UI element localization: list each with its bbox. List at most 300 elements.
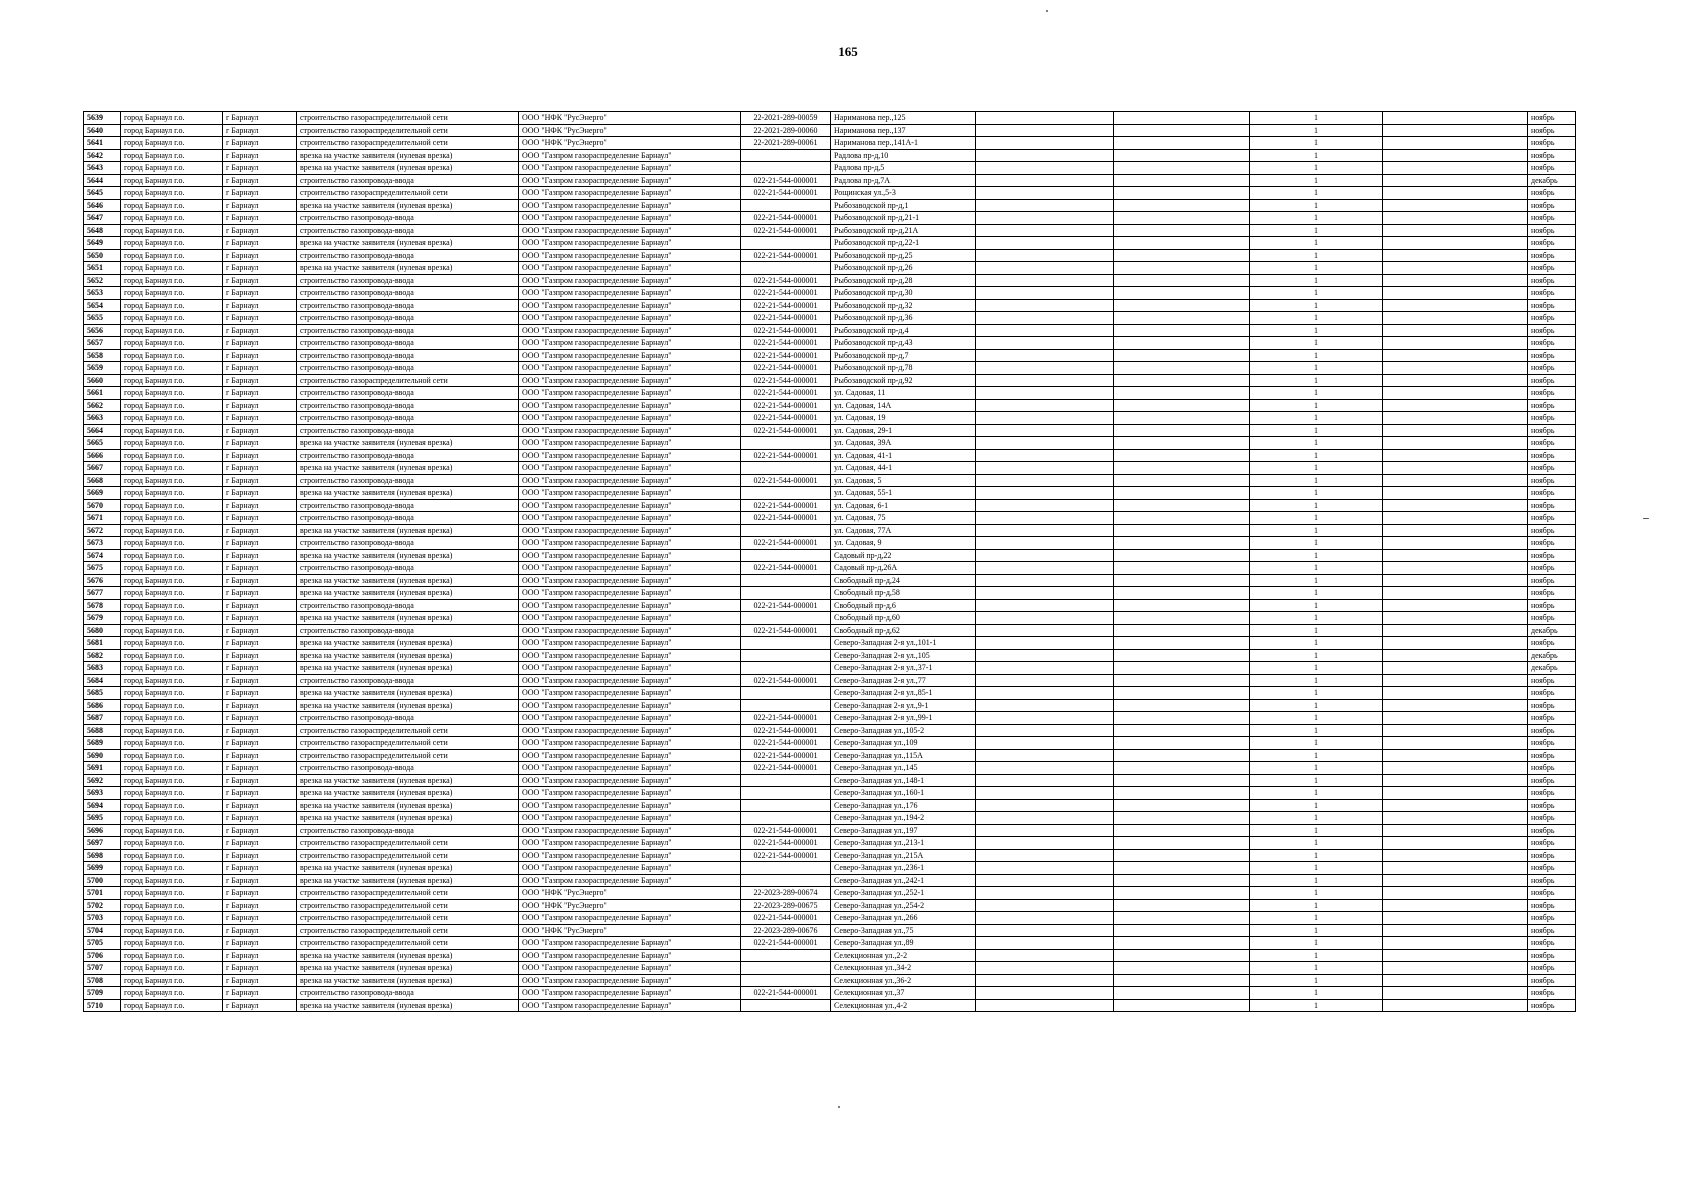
work-type-cell: строительство газораспределительной сети [297, 374, 519, 387]
empty-col-a-cell [976, 549, 1114, 562]
row-number-cell: 5705 [84, 937, 121, 950]
row-number-cell: 5704 [84, 924, 121, 937]
table-row [84, 737, 1576, 750]
organization-cell: ООО "Газпром газораспределение Барнаул" [519, 162, 741, 175]
row-number-cell: 5691 [84, 762, 121, 775]
empty-col-a-cell [976, 924, 1114, 937]
municipality-cell: город Барнаул г.о. [121, 549, 223, 562]
table-row [84, 312, 1576, 325]
municipality-cell: город Барнаул г.о. [121, 449, 223, 462]
document-number-cell [741, 637, 831, 650]
work-type-cell: строительство газораспределительной сети [297, 899, 519, 912]
organization-cell: ООО "Газпром газораспределение Барнаул" [519, 749, 741, 762]
empty-col-c-cell [1383, 524, 1528, 537]
empty-col-c-cell [1383, 162, 1528, 175]
work-type-cell: строительство газораспределительной сети [297, 887, 519, 900]
document-number-cell: 022-21-544-000001 [741, 399, 831, 412]
municipality-cell: город Барнаул г.о. [121, 899, 223, 912]
empty-col-c-cell [1383, 949, 1528, 962]
table-row [84, 812, 1576, 825]
month-cell: ноябрь [1528, 124, 1576, 137]
document-number-cell [741, 962, 831, 975]
organization-cell: ООО "Газпром газораспределение Барнаул" [519, 662, 741, 675]
quantity-cell: 1 [1250, 899, 1383, 912]
empty-col-b-cell [1114, 187, 1250, 200]
row-number-cell: 5647 [84, 212, 121, 225]
locality-cell: г Барнаул [223, 162, 297, 175]
row-number-cell: 5656 [84, 324, 121, 337]
address-cell: Свободный пр-д,6 [831, 599, 976, 612]
locality-cell: г Барнаул [223, 874, 297, 887]
organization-cell: ООО "Газпром газораспределение Барнаул" [519, 574, 741, 587]
empty-col-b-cell [1114, 587, 1250, 600]
row-number-cell: 5662 [84, 399, 121, 412]
table-row [84, 724, 1576, 737]
row-number-cell: 5654 [84, 299, 121, 312]
row-number-cell: 5676 [84, 574, 121, 587]
month-cell: ноябрь [1528, 512, 1576, 525]
address-cell: Рыбозаводской пр-д,21А [831, 224, 976, 237]
empty-col-b-cell [1114, 849, 1250, 862]
work-type-cell: строительство газопровода-ввода [297, 674, 519, 687]
document-number-cell: 022-21-544-000001 [741, 724, 831, 737]
address-cell: Северо-Западная ул.,145 [831, 762, 976, 775]
document-number-cell: 22-2021-289-00060 [741, 124, 831, 137]
document-number-cell [741, 549, 831, 562]
quantity-cell: 1 [1250, 637, 1383, 650]
row-number-cell: 5684 [84, 674, 121, 687]
quantity-cell: 1 [1250, 424, 1383, 437]
organization-cell: ООО "Газпром газораспределение Барнаул" [519, 962, 741, 975]
document-number-cell: 022-21-544-000001 [741, 449, 831, 462]
empty-col-a-cell [976, 287, 1114, 300]
locality-cell: г Барнаул [223, 662, 297, 675]
work-type-cell: врезка на участке заявителя (нулевая врезка) [297, 787, 519, 800]
municipality-cell: город Барнаул г.о. [121, 124, 223, 137]
quantity-cell: 1 [1250, 499, 1383, 512]
municipality-cell: город Барнаул г.о. [121, 699, 223, 712]
work-type-cell: врезка на участке заявителя (нулевая врезка) [297, 649, 519, 662]
table-row [84, 937, 1576, 950]
municipality-cell: город Барнаул г.о. [121, 974, 223, 987]
work-type-cell: строительство газораспределительной сети [297, 737, 519, 750]
organization-cell: ООО "Газпром газораспределение Барнаул" [519, 974, 741, 987]
empty-col-a-cell [976, 474, 1114, 487]
empty-col-a-cell [976, 237, 1114, 250]
organization-cell: ООО "Газпром газораспределение Барнаул" [519, 549, 741, 562]
table-row [84, 762, 1576, 775]
municipality-cell: город Барнаул г.о. [121, 324, 223, 337]
empty-col-a-cell [976, 624, 1114, 637]
table-row [84, 349, 1576, 362]
table-row [84, 162, 1576, 175]
empty-col-a-cell [976, 524, 1114, 537]
locality-cell: г Барнаул [223, 374, 297, 387]
empty-col-c-cell [1383, 749, 1528, 762]
locality-cell: г Барнаул [223, 124, 297, 137]
table-row [84, 474, 1576, 487]
work-type-cell: строительство газораспределительной сети [297, 937, 519, 950]
locality-cell: г Барнаул [223, 574, 297, 587]
work-type-cell: строительство газораспределительной сети [297, 849, 519, 862]
empty-col-b-cell [1114, 237, 1250, 250]
quantity-cell: 1 [1250, 374, 1383, 387]
work-type-cell: врезка на участке заявителя (нулевая врезка) [297, 974, 519, 987]
organization-cell: ООО "Газпром газораспределение Барнаул" [519, 212, 741, 225]
empty-col-c-cell [1383, 837, 1528, 850]
locality-cell: г Барнаул [223, 399, 297, 412]
table-row [84, 587, 1576, 600]
table-row [84, 262, 1576, 275]
document-number-cell [741, 699, 831, 712]
empty-col-b-cell [1114, 699, 1250, 712]
address-cell: Северо-Западная ул.,215А [831, 849, 976, 862]
organization-cell: ООО "Газпром газораспределение Барнаул" [519, 787, 741, 800]
organization-cell: ООО "Газпром газораспределение Барнаул" [519, 424, 741, 437]
month-cell: ноябрь [1528, 299, 1576, 312]
empty-col-a-cell [976, 612, 1114, 625]
row-number-cell: 5698 [84, 849, 121, 862]
municipality-cell: город Барнаул г.о. [121, 112, 223, 125]
empty-col-b-cell [1114, 724, 1250, 737]
row-number-cell: 5674 [84, 549, 121, 562]
address-cell: Рыбозаводской пр-д,22-1 [831, 237, 976, 250]
organization-cell: ООО "Газпром газораспределение Барнаул" [519, 637, 741, 650]
municipality-cell: город Барнаул г.о. [121, 199, 223, 212]
address-cell: ул. Садовая, 77А [831, 524, 976, 537]
row-number-cell: 5694 [84, 799, 121, 812]
empty-col-a-cell [976, 662, 1114, 675]
registry-table [83, 111, 1576, 1012]
locality-cell: г Барнаул [223, 912, 297, 925]
table-row [84, 224, 1576, 237]
municipality-cell: город Барнаул г.о. [121, 937, 223, 950]
row-number-cell: 5709 [84, 987, 121, 1000]
locality-cell: г Барнаул [223, 212, 297, 225]
organization-cell: ООО "Газпром газораспределение Барнаул" [519, 837, 741, 850]
address-cell: ул. Садовая, 39А [831, 437, 976, 450]
organization-cell: ООО "Газпром газораспределение Барнаул" [519, 199, 741, 212]
empty-col-c-cell [1383, 987, 1528, 1000]
work-type-cell: строительство газопровода-ввода [297, 512, 519, 525]
row-number-cell: 5695 [84, 812, 121, 825]
organization-cell: ООО "Газпром газораспределение Барнаул" [519, 587, 741, 600]
month-cell: ноябрь [1528, 287, 1576, 300]
table-row [84, 962, 1576, 975]
address-cell: Свободный пр-д,62 [831, 624, 976, 637]
month-cell: ноябрь [1528, 962, 1576, 975]
municipality-cell: город Барнаул г.о. [121, 962, 223, 975]
row-number-cell: 5690 [84, 749, 121, 762]
document-number-cell [741, 437, 831, 450]
empty-col-a-cell [976, 437, 1114, 450]
quantity-cell: 1 [1250, 837, 1383, 850]
row-number-cell: 5669 [84, 487, 121, 500]
month-cell: ноябрь [1528, 587, 1576, 600]
organization-cell: ООО "НФК "РусЭнерго" [519, 124, 741, 137]
empty-col-a-cell [976, 349, 1114, 362]
empty-col-c-cell [1383, 349, 1528, 362]
month-cell: декабрь [1528, 649, 1576, 662]
row-number-cell: 5699 [84, 862, 121, 875]
document-number-cell [741, 199, 831, 212]
document-number-cell: 22-2021-289-00061 [741, 137, 831, 150]
municipality-cell: город Барнаул г.о. [121, 237, 223, 250]
municipality-cell: город Барнаул г.о. [121, 374, 223, 387]
empty-col-a-cell [976, 362, 1114, 375]
empty-col-c-cell [1383, 249, 1528, 262]
document-number-cell: 022-21-544-000001 [741, 762, 831, 775]
empty-col-c-cell [1383, 587, 1528, 600]
organization-cell: ООО "Газпром газораспределение Барнаул" [519, 599, 741, 612]
empty-col-a-cell [976, 462, 1114, 475]
document-number-cell: 022-21-544-000001 [741, 187, 831, 200]
month-cell: ноябрь [1528, 249, 1576, 262]
quantity-cell: 1 [1250, 574, 1383, 587]
row-number-cell: 5657 [84, 337, 121, 350]
document-number-cell: 022-21-544-000001 [741, 987, 831, 1000]
organization-cell: ООО "Газпром газораспределение Барнаул" [519, 412, 741, 425]
organization-cell: ООО "Газпром газораспределение Барнаул" [519, 487, 741, 500]
quantity-cell: 1 [1250, 912, 1383, 925]
organization-cell: ООО "Газпром газораспределение Барнаул" [519, 987, 741, 1000]
month-cell: ноябрь [1528, 187, 1576, 200]
quantity-cell: 1 [1250, 974, 1383, 987]
empty-col-b-cell [1114, 949, 1250, 962]
organization-cell: ООО "НФК "РусЭнерго" [519, 924, 741, 937]
document-number-cell [741, 787, 831, 800]
table-row [84, 299, 1576, 312]
table-row [84, 362, 1576, 375]
row-number-cell: 5649 [84, 237, 121, 250]
quantity-cell: 1 [1250, 849, 1383, 862]
municipality-cell: город Барнаул г.о. [121, 149, 223, 162]
empty-col-a-cell [976, 262, 1114, 275]
month-cell: ноябрь [1528, 462, 1576, 475]
empty-col-b-cell [1114, 612, 1250, 625]
month-cell: ноябрь [1528, 437, 1576, 450]
municipality-cell: город Барнаул г.о. [121, 874, 223, 887]
quantity-cell: 1 [1250, 799, 1383, 812]
organization-cell: ООО "Газпром газораспределение Барнаул" [519, 299, 741, 312]
document-number-cell: 22-2023-289-00675 [741, 899, 831, 912]
empty-col-b-cell [1114, 212, 1250, 225]
municipality-cell: город Барнаул г.о. [121, 287, 223, 300]
locality-cell: г Барнаул [223, 849, 297, 862]
municipality-cell: город Барнаул г.о. [121, 987, 223, 1000]
organization-cell: ООО "Газпром газораспределение Барнаул" [519, 287, 741, 300]
locality-cell: г Барнаул [223, 324, 297, 337]
table-row [84, 524, 1576, 537]
municipality-cell: город Барнаул г.о. [121, 637, 223, 650]
table-row [84, 437, 1576, 450]
empty-col-a-cell [976, 962, 1114, 975]
locality-cell: г Барнаул [223, 824, 297, 837]
row-number-cell: 5648 [84, 224, 121, 237]
document-number-cell: 022-21-544-000001 [741, 274, 831, 287]
empty-col-a-cell [976, 274, 1114, 287]
table-row [84, 249, 1576, 262]
empty-col-b-cell [1114, 337, 1250, 350]
month-cell: ноябрь [1528, 412, 1576, 425]
document-number-cell: 022-21-544-000001 [741, 424, 831, 437]
quantity-cell: 1 [1250, 537, 1383, 550]
row-number-cell: 5664 [84, 424, 121, 437]
empty-col-a-cell [976, 187, 1114, 200]
empty-col-c-cell [1383, 574, 1528, 587]
table-row [84, 599, 1576, 612]
row-number-cell: 5693 [84, 787, 121, 800]
empty-col-c-cell [1383, 637, 1528, 650]
empty-col-b-cell [1114, 874, 1250, 887]
quantity-cell: 1 [1250, 349, 1383, 362]
organization-cell: ООО "Газпром газораспределение Барнаул" [519, 712, 741, 725]
table-row [84, 774, 1576, 787]
municipality-cell: город Барнаул г.о. [121, 362, 223, 375]
organization-cell: ООО "Газпром газораспределение Барнаул" [519, 612, 741, 625]
row-number-cell: 5644 [84, 174, 121, 187]
locality-cell: г Барнаул [223, 462, 297, 475]
empty-col-b-cell [1114, 599, 1250, 612]
table-row [84, 912, 1576, 925]
locality-cell: г Барнаул [223, 299, 297, 312]
address-cell: Садовый пр-д,22 [831, 549, 976, 562]
empty-col-a-cell [976, 699, 1114, 712]
empty-col-a-cell [976, 449, 1114, 462]
address-cell: Свободный пр-д,58 [831, 587, 976, 600]
row-number-cell: 5685 [84, 687, 121, 700]
municipality-cell: город Барнаул г.о. [121, 524, 223, 537]
document-number-cell: 022-21-544-000001 [741, 224, 831, 237]
document-number-cell: 22-2021-289-00059 [741, 112, 831, 125]
municipality-cell: город Барнаул г.о. [121, 949, 223, 962]
organization-cell: ООО "Газпром газораспределение Барнаул" [519, 812, 741, 825]
quantity-cell: 1 [1250, 862, 1383, 875]
empty-col-a-cell [976, 912, 1114, 925]
empty-col-b-cell [1114, 999, 1250, 1012]
address-cell: Селекционная ул.,36-2 [831, 974, 976, 987]
table-row [84, 874, 1576, 887]
row-number-cell: 5678 [84, 599, 121, 612]
table-row [84, 949, 1576, 962]
work-type-cell: строительство газопровода-ввода [297, 312, 519, 325]
document-number-cell: 022-21-544-000001 [741, 937, 831, 950]
work-type-cell: строительство газопровода-ввода [297, 412, 519, 425]
empty-col-c-cell [1383, 662, 1528, 675]
municipality-cell: город Барнаул г.о. [121, 349, 223, 362]
table-row [84, 974, 1576, 987]
empty-col-b-cell [1114, 412, 1250, 425]
month-cell: ноябрь [1528, 499, 1576, 512]
empty-col-c-cell [1383, 262, 1528, 275]
work-type-cell: строительство газопровода-ввода [297, 599, 519, 612]
month-cell: ноябрь [1528, 524, 1576, 537]
quantity-cell: 1 [1250, 962, 1383, 975]
empty-col-b-cell [1114, 324, 1250, 337]
document-number-cell: 022-21-544-000001 [741, 737, 831, 750]
empty-col-c-cell [1383, 612, 1528, 625]
work-type-cell: врезка на участке заявителя (нулевая врезка) [297, 262, 519, 275]
quantity-cell: 1 [1250, 874, 1383, 887]
municipality-cell: город Барнаул г.о. [121, 662, 223, 675]
address-cell: Рыбозаводской пр-д,25 [831, 249, 976, 262]
work-type-cell: строительство газопровода-ввода [297, 474, 519, 487]
work-type-cell: строительство газораспределительной сети [297, 137, 519, 150]
work-type-cell: строительство газораспределительной сети [297, 749, 519, 762]
address-cell: Свободный пр-д,60 [831, 612, 976, 625]
locality-cell: г Барнаул [223, 174, 297, 187]
empty-col-b-cell [1114, 124, 1250, 137]
municipality-cell: город Барнаул г.о. [121, 587, 223, 600]
empty-col-a-cell [976, 787, 1114, 800]
row-number-cell: 5651 [84, 262, 121, 275]
quantity-cell: 1 [1250, 737, 1383, 750]
empty-col-c-cell [1383, 274, 1528, 287]
row-number-cell: 5658 [84, 349, 121, 362]
row-number-cell: 5670 [84, 499, 121, 512]
empty-col-c-cell [1383, 512, 1528, 525]
municipality-cell: город Барнаул г.о. [121, 887, 223, 900]
empty-col-a-cell [976, 974, 1114, 987]
month-cell: ноябрь [1528, 574, 1576, 587]
locality-cell: г Барнаул [223, 712, 297, 725]
empty-col-b-cell [1114, 312, 1250, 325]
empty-col-c-cell [1383, 299, 1528, 312]
table-row [84, 537, 1576, 550]
municipality-cell: город Барнаул г.о. [121, 424, 223, 437]
municipality-cell: город Барнаул г.о. [121, 262, 223, 275]
work-type-cell: строительство газопровода-ввода [297, 987, 519, 1000]
locality-cell: г Барнаул [223, 674, 297, 687]
empty-col-c-cell [1383, 724, 1528, 737]
row-number-cell: 5650 [84, 249, 121, 262]
empty-col-c-cell [1383, 562, 1528, 575]
organization-cell: ООО "Газпром газораспределение Барнаул" [519, 562, 741, 575]
quantity-cell: 1 [1250, 237, 1383, 250]
document-number-cell [741, 874, 831, 887]
organization-cell: ООО "Газпром газораспределение Барнаул" [519, 687, 741, 700]
month-cell: ноябрь [1528, 874, 1576, 887]
empty-col-b-cell [1114, 762, 1250, 775]
address-cell: Северо-Западная ул.,266 [831, 912, 976, 925]
address-cell: Северо-Западная 2-я ул.,9-1 [831, 699, 976, 712]
empty-col-c-cell [1383, 899, 1528, 912]
month-cell: ноябрь [1528, 337, 1576, 350]
work-type-cell: врезка на участке заявителя (нулевая врезка) [297, 549, 519, 562]
municipality-cell: город Барнаул г.о. [121, 824, 223, 837]
quantity-cell: 1 [1250, 312, 1383, 325]
locality-cell: г Барнаул [223, 599, 297, 612]
quantity-cell: 1 [1250, 624, 1383, 637]
month-cell: ноябрь [1528, 762, 1576, 775]
empty-col-b-cell [1114, 374, 1250, 387]
empty-col-b-cell [1114, 362, 1250, 375]
document-number-cell [741, 649, 831, 662]
row-number-cell: 5643 [84, 162, 121, 175]
document-number-cell: 022-21-544-000001 [741, 499, 831, 512]
month-cell: ноябрь [1528, 999, 1576, 1012]
empty-col-c-cell [1383, 212, 1528, 225]
quantity-cell: 1 [1250, 124, 1383, 137]
empty-col-a-cell [976, 874, 1114, 887]
organization-cell: ООО "Газпром газораспределение Барнаул" [519, 224, 741, 237]
quantity-cell: 1 [1250, 324, 1383, 337]
municipality-cell: город Барнаул г.о. [121, 174, 223, 187]
empty-col-b-cell [1114, 749, 1250, 762]
quantity-cell: 1 [1250, 474, 1383, 487]
month-cell: ноябрь [1528, 262, 1576, 275]
document-number-cell [741, 812, 831, 825]
